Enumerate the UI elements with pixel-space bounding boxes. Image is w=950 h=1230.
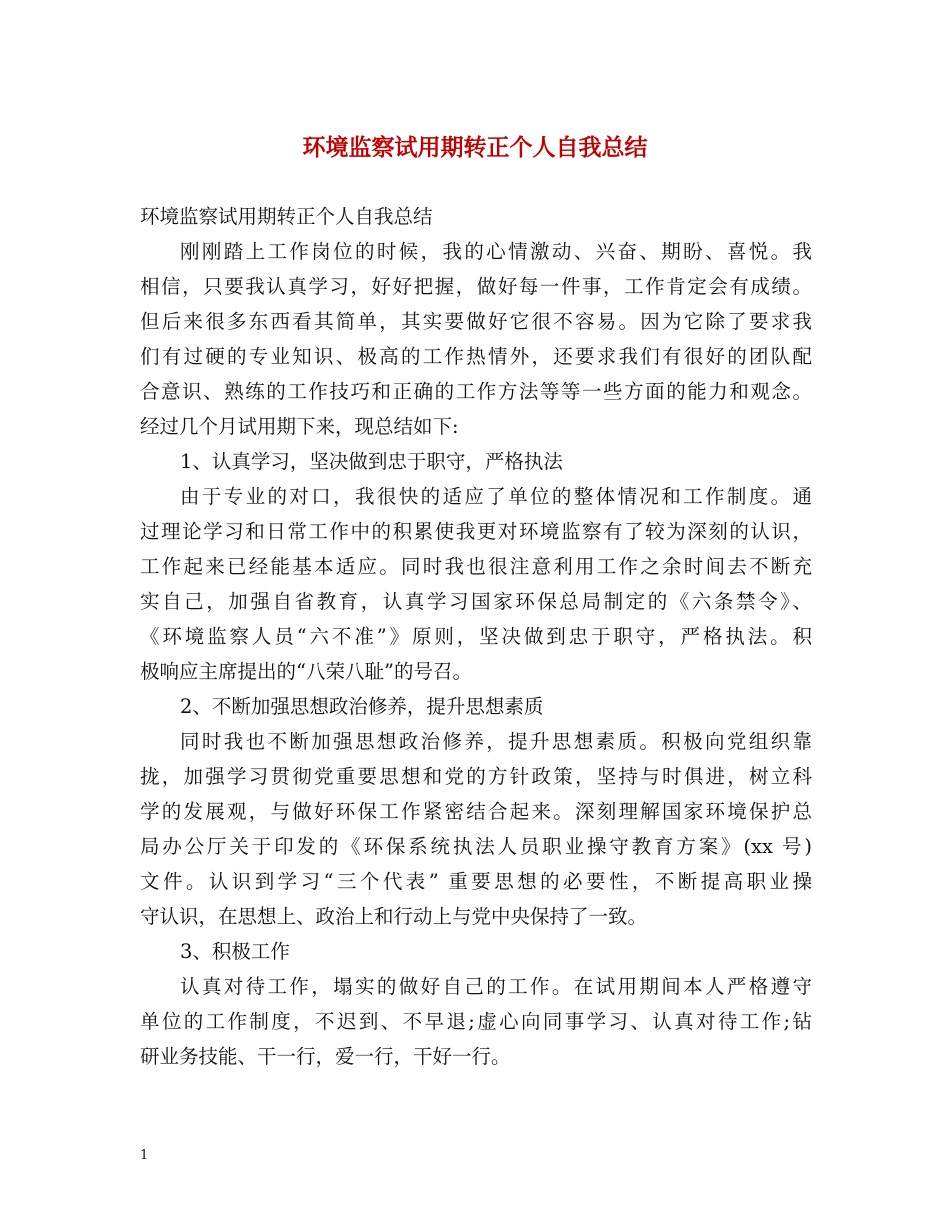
body-line: 守认识，在思想上、政治上和行动上与党中央保持了一致。 <box>140 905 648 928</box>
body-line: 研业务技能、干一行，爱一行，干好一行。 <box>140 1045 511 1068</box>
body-line: 《环境监察人员“六不准”》原则，坚决做到忠于职守，严格执法。积 <box>140 625 812 648</box>
body-line: 经过几个月试用期下来，现总结如下: <box>140 415 459 438</box>
body-line: 拢，加强学习贯彻党重要思想和党的方针政策，坚持与时俱进，树立科 <box>140 765 812 788</box>
body-line: 单位的工作制度，不迟到、不早退;虚心向同事学习、认真对待工作;钻 <box>140 1010 812 1033</box>
body-line: 3、积极工作 <box>180 940 290 963</box>
body-line: 极响应主席提出的“八荣八耻”的号召。 <box>140 660 472 683</box>
body-line: 们有过硬的专业知识、极高的工作热情外，还要求我们有很好的团队配 <box>140 345 812 368</box>
body-line: 2、不断加强思想政治修养，提升思想素质 <box>180 695 544 718</box>
body-line: 相信，只要我认真学习，好好把握，做好每一件事，工作肯定会有成绩。 <box>140 275 812 298</box>
body-line: 局办公厅关于印发的《环保系统执法人员职业操守教育方案》(xx 号) <box>140 835 812 858</box>
page-number: 1 <box>140 1148 149 1163</box>
body-line: 1、认真学习，坚决做到忠于职守，严格执法 <box>180 450 563 473</box>
body-line: 由于专业的对口，我很快的适应了单位的整体情况和工作制度。通 <box>180 485 812 508</box>
body-line: 学的发展观，与做好环保工作紧密结合起来。深刻理解国家环境保护总 <box>140 800 812 823</box>
body-line: 工作起来已经能基本适应。同时我也很注意利用工作之余时间去不断充 <box>140 555 812 578</box>
body-line: 过理论学习和日常工作中的积累使我更对环境监察有了较为深刻的认识， <box>140 520 812 543</box>
body-line: 同时我也不断加强思想政治修养，提升思想素质。积极向党组织靠 <box>180 730 812 753</box>
body-line: 文件。认识到学习“三个代表” 重要思想的必要性，不断提高职业操 <box>140 870 812 893</box>
document-title: 环境监察试用期转正个人自我总结 <box>302 135 648 161</box>
document-body <box>140 199 812 1074</box>
body-line: 实自己，加强自省教育，认真学习国家环保总局制定的《六条禁令》、 <box>140 590 812 613</box>
body-line: 刚刚踏上工作岗位的时候，我的心情激动、兴奋、期盼、喜悦。我 <box>180 240 812 263</box>
body-line: 合意识、熟练的工作技巧和正确的工作方法等等一些方面的能力和观念。 <box>140 380 812 403</box>
body-line: 认真对待工作，塌实的做好自己的工作。在试用期间本人严格遵守 <box>180 975 812 998</box>
body-line: 但后来很多东西看其简单，其实要做好它很不容易。因为它除了要求我 <box>140 310 812 333</box>
body-line: 环境监察试用期转正个人自我总结 <box>140 205 433 228</box>
